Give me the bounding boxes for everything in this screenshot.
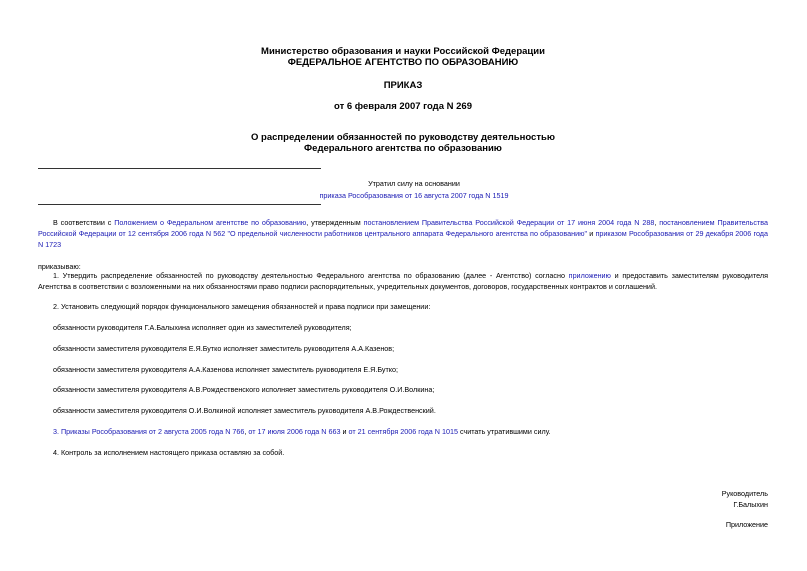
preamble-text-2: , утвержденным xyxy=(306,218,364,227)
duty-line: обязанности заместителя руководителя А.А.Казенова исполняет заместитель руководителя Е.Я.Бутко; xyxy=(53,365,399,374)
order-1723-link[interactable]: приказом Рособразования от 29 декабря 2006 года N 1723 xyxy=(38,229,768,249)
item-3-text-2: и xyxy=(340,427,349,436)
duty-line: обязанности заместителя руководителя А.В.Рождественского исполняет заместитель руководителя О.И.Волкина; xyxy=(53,385,435,394)
preamble-text-1: В соответствии с xyxy=(53,218,115,227)
divider-top xyxy=(38,168,321,169)
item-2-paragraph: 2. Установить следующий порядок функционального замещения обязанностей и права подписи при замещении: xyxy=(53,302,431,311)
preamble-text-3: , xyxy=(654,218,660,227)
item-3-text-1: , xyxy=(244,427,249,436)
lost-force-note xyxy=(294,178,534,202)
doc-date: от 6 февраля 2007 года N 269 xyxy=(334,101,472,112)
appendix-link[interactable]: приложению xyxy=(568,271,611,280)
agency-name: ФЕДЕРАЛЬНОЕ АГЕНТСТВО ПО ОБРАЗОВАНИЮ xyxy=(287,57,519,68)
lost-force-link[interactable]: приказа Рособразования от 16 августа 2007 года N 1519 xyxy=(319,191,509,200)
appendix-label: Приложение xyxy=(725,520,768,529)
preamble-paragraph xyxy=(38,217,768,250)
item-1-paragraph xyxy=(38,270,768,292)
duty-line: обязанности руководителя Г.А.Балыхина исполняет один из заместителей руководителя; xyxy=(53,323,352,332)
regulation-link[interactable]: Положением о Федеральном агентстве по образованию xyxy=(114,218,307,227)
order-663-link[interactable]: от 17 июля 2006 года N 663 xyxy=(248,427,341,436)
resolution-288-link[interactable]: постановлением Правительства Российской Федерации от 17 июня 2004 года N 288 xyxy=(363,218,655,227)
signatory-name: Г.Балыхин xyxy=(733,500,768,509)
order-766-link[interactable]: 3. Приказы Рособразования от 2 августа 2005 года N 766 xyxy=(53,427,245,436)
duty-line: обязанности заместителя руководителя Е.Я.Бутко исполняет заместитель руководителя А.А.Казенов; xyxy=(53,344,395,353)
divider-bottom xyxy=(38,204,321,205)
lost-force-text: Утратил силу на основании xyxy=(368,179,460,188)
order-1015-link[interactable]: от 21 сентября 2006 года N 1015 xyxy=(348,427,458,436)
orders-word: приказываю: xyxy=(38,262,81,271)
doc-title-line2: Федерального агентства по образованию xyxy=(304,143,502,154)
signatory-position: Руководитель xyxy=(721,489,768,498)
preamble-text-4: и xyxy=(587,229,596,238)
ministry-name: Министерство образования и науки Российской Федерации xyxy=(261,46,545,57)
item-4-paragraph: 4. Контроль за исполнением настоящего приказа оставляю за собой. xyxy=(53,448,285,457)
item-1-text-2: и предоставить заместителям руководителя Агентства в соответствии с возложенными на них обязанностями право подписи распорядительных, учредительных документов, договоров, государственных контрактов и соглашений. xyxy=(38,271,769,291)
doc-title-line1: О распределении обязанностей по руководству деятельностью xyxy=(251,132,555,143)
doc-type: ПРИКАЗ xyxy=(383,80,423,91)
item-3-paragraph xyxy=(53,426,768,437)
item-1-text-1: 1. Утвердить распределение обязанностей по руководству деятельностью Федерального агентства по образованию (далее - Агентство) согласно xyxy=(53,271,569,280)
document-page xyxy=(38,0,768,571)
resolution-562-link[interactable]: постановлением Правительства Российской Федерации от 12 сентября 2006 года N 562 "О предельной численности работников центрального аппарата Федерального агентства по образованию" xyxy=(38,218,768,238)
duty-line: обязанности заместителя руководителя О.И.Волкиной исполняет заместитель руководителя А.В.Рождественский. xyxy=(53,406,436,415)
item-3-text-3: считать утратившими силу. xyxy=(457,427,551,436)
